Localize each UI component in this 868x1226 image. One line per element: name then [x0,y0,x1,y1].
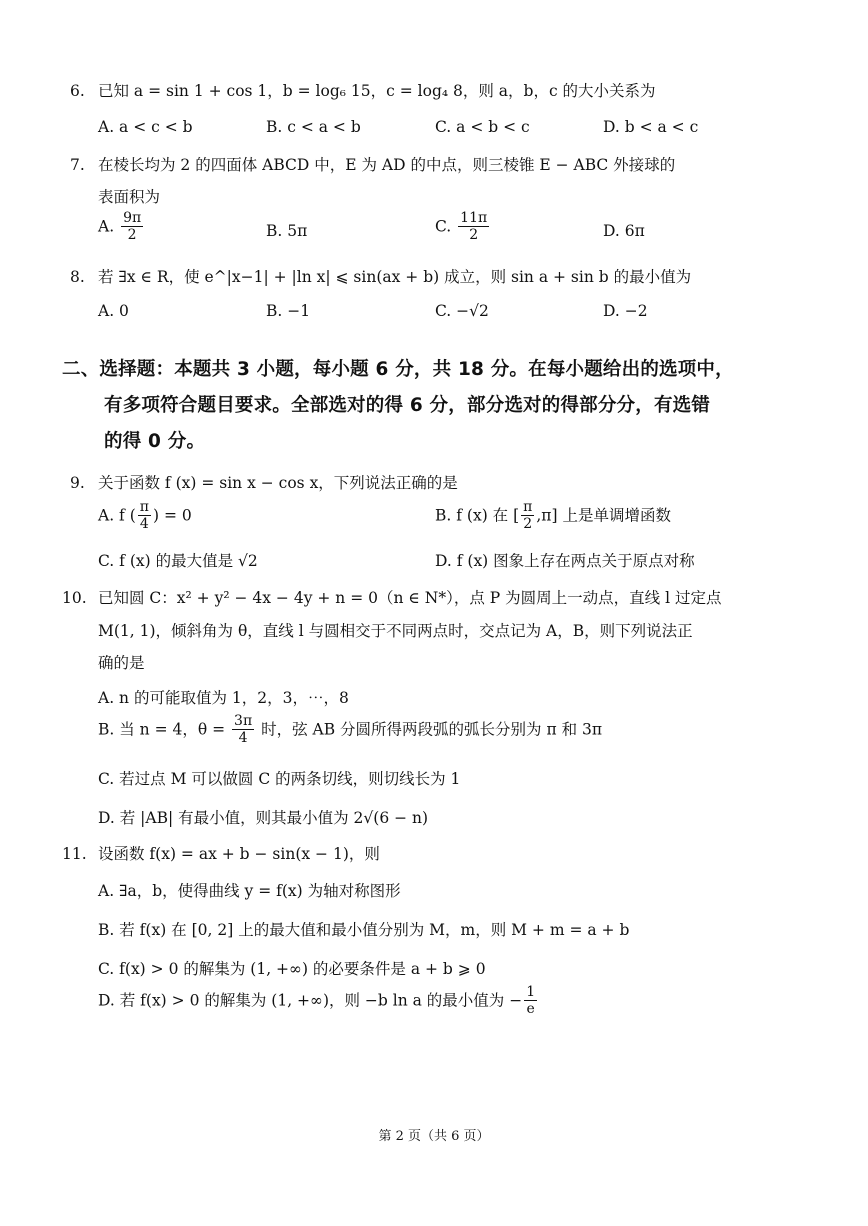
option-label: A. [98,217,115,236]
option-d [98,985,539,1018]
question-stem: 设函数 f(x) = ax + b − sin(x − 1)，则 [98,845,380,863]
option-c: C. f(x) > 0 的解集为 (1, +∞) 的必要条件是 a + b ⩾ 0 [98,960,486,978]
fraction [121,211,143,244]
numerator: 11π [460,210,488,226]
option-a: A. 0 [98,302,129,320]
page-footer: 第 2 页（共 6 页） [378,1129,490,1144]
option-text: A. f ( [98,506,136,525]
option-c: C. 若过点 M 可以做圆 C 的两条切线，则切线长为 1 [98,770,461,788]
option-a [98,500,192,533]
option-text: ) = 0 [152,506,192,525]
denominator: 2 [127,227,137,244]
option-b [435,500,671,533]
option-d: D. 6π [603,222,645,240]
section-heading-continued: 有多项符合题目要求。全部选对的得 6 分，部分选对的得部分分，有选错 [104,395,711,416]
numerator: 3π [234,713,253,729]
option-text: D. 若 f(x) > 0 的解集为 (1, +∞)，则 −b ln a 的最小值为 − [98,991,523,1010]
option-text: B. f (x) 在 [ [435,506,520,525]
option-text: B. 当 n = 4，θ = [98,720,226,739]
option-text: 时，弦 AB 分圆所得两段弧的弧长分别为 π 和 3π [261,720,603,739]
numerator: π [523,499,533,515]
denominator: e [526,1001,535,1018]
fraction [458,211,489,244]
option-c: C. a < b < c [435,118,530,136]
question-number: 7. [70,156,85,174]
option-b: B. 若 f(x) 在 [0, 2] 上的最大值和最小值分别为 M，m，则 M + m = a + b [98,921,630,939]
numerator: π [139,499,149,515]
question-stem: 已知 a = sin 1 + cos 1，b = log₆ 15，c = log₄ 8，则 a，b，c 的大小关系为 [98,82,656,100]
question-number: 6. [70,82,85,100]
numerator: 9π [123,210,142,226]
option-b [98,714,602,747]
question-number: 11. [62,845,87,863]
fraction [524,985,537,1018]
denominator: 4 [139,516,149,533]
denominator: 2 [523,516,533,533]
question-stem: 若 ∃x ∈ R，使 e^|x−1| + |ln x| ⩽ sin(ax + b) 成立，则 sin a + sin b 的最小值为 [98,268,692,286]
numerator: 1 [526,984,536,1000]
option-c: C. f (x) 的最大值是 √2 [98,552,258,570]
section-heading-continued: 的得 0 分。 [104,431,206,452]
option-b: B. c < a < b [266,118,361,136]
question-stem: 在棱长均为 2 的四面体 ABCD 中，E 为 AD 的中点，则三棱锥 E − ABC 外接球的 [98,156,676,174]
denominator: 4 [238,730,248,747]
option-a: A. n 的可能取值为 1，2，3，⋯，8 [98,689,349,707]
option-label: C. [435,217,452,236]
question-stem-continued: M(1, 1)，倾斜角为 θ，直线 l 与圆相交于不同两点时，交点记为 A，B，则下列说法正 [98,622,693,640]
denominator: 2 [469,227,479,244]
section-heading: 二、选择题：本题共 3 小题，每小题 6 分，共 18 分。在每小题给出的选项中， [62,359,734,380]
question-stem-continued: 确的是 [98,654,145,672]
option-d: D. −2 [603,302,648,320]
question-stem-continued: 表面积为 [98,188,161,206]
option-b: B. 5π [266,222,308,240]
option-a: A. a < c < b [98,118,193,136]
question-number: 8. [70,268,85,286]
option-c [435,211,491,244]
option-text: ,π] 上是单调增函数 [536,506,671,525]
option-a [98,211,145,244]
fraction [521,500,534,533]
question-stem: 关于函数 f (x) = sin x − cos x，下列说法正确的是 [98,474,458,492]
fraction [232,714,254,747]
question-number: 9. [70,474,85,492]
option-a: A. ∃a，b，使得曲线 y = f(x) 为轴对称图形 [98,882,401,900]
question-number: 10. [62,589,87,607]
option-d: D. b < a < c [603,118,699,136]
question-stem: 已知圆 C：x² + y² − 4x − 4y + n = 0（n ∈ N*），点 P 为圆周上一动点，直线 l 过定点 [98,589,722,607]
fraction [138,500,151,533]
option-d: D. 若 |AB| 有最小值，则其最小值为 2√(6 − n) [98,809,429,827]
option-d: D. f (x) 图象上存在两点关于原点对称 [435,552,695,570]
option-c: C. −√2 [435,302,489,320]
option-b: B. −1 [266,302,311,320]
